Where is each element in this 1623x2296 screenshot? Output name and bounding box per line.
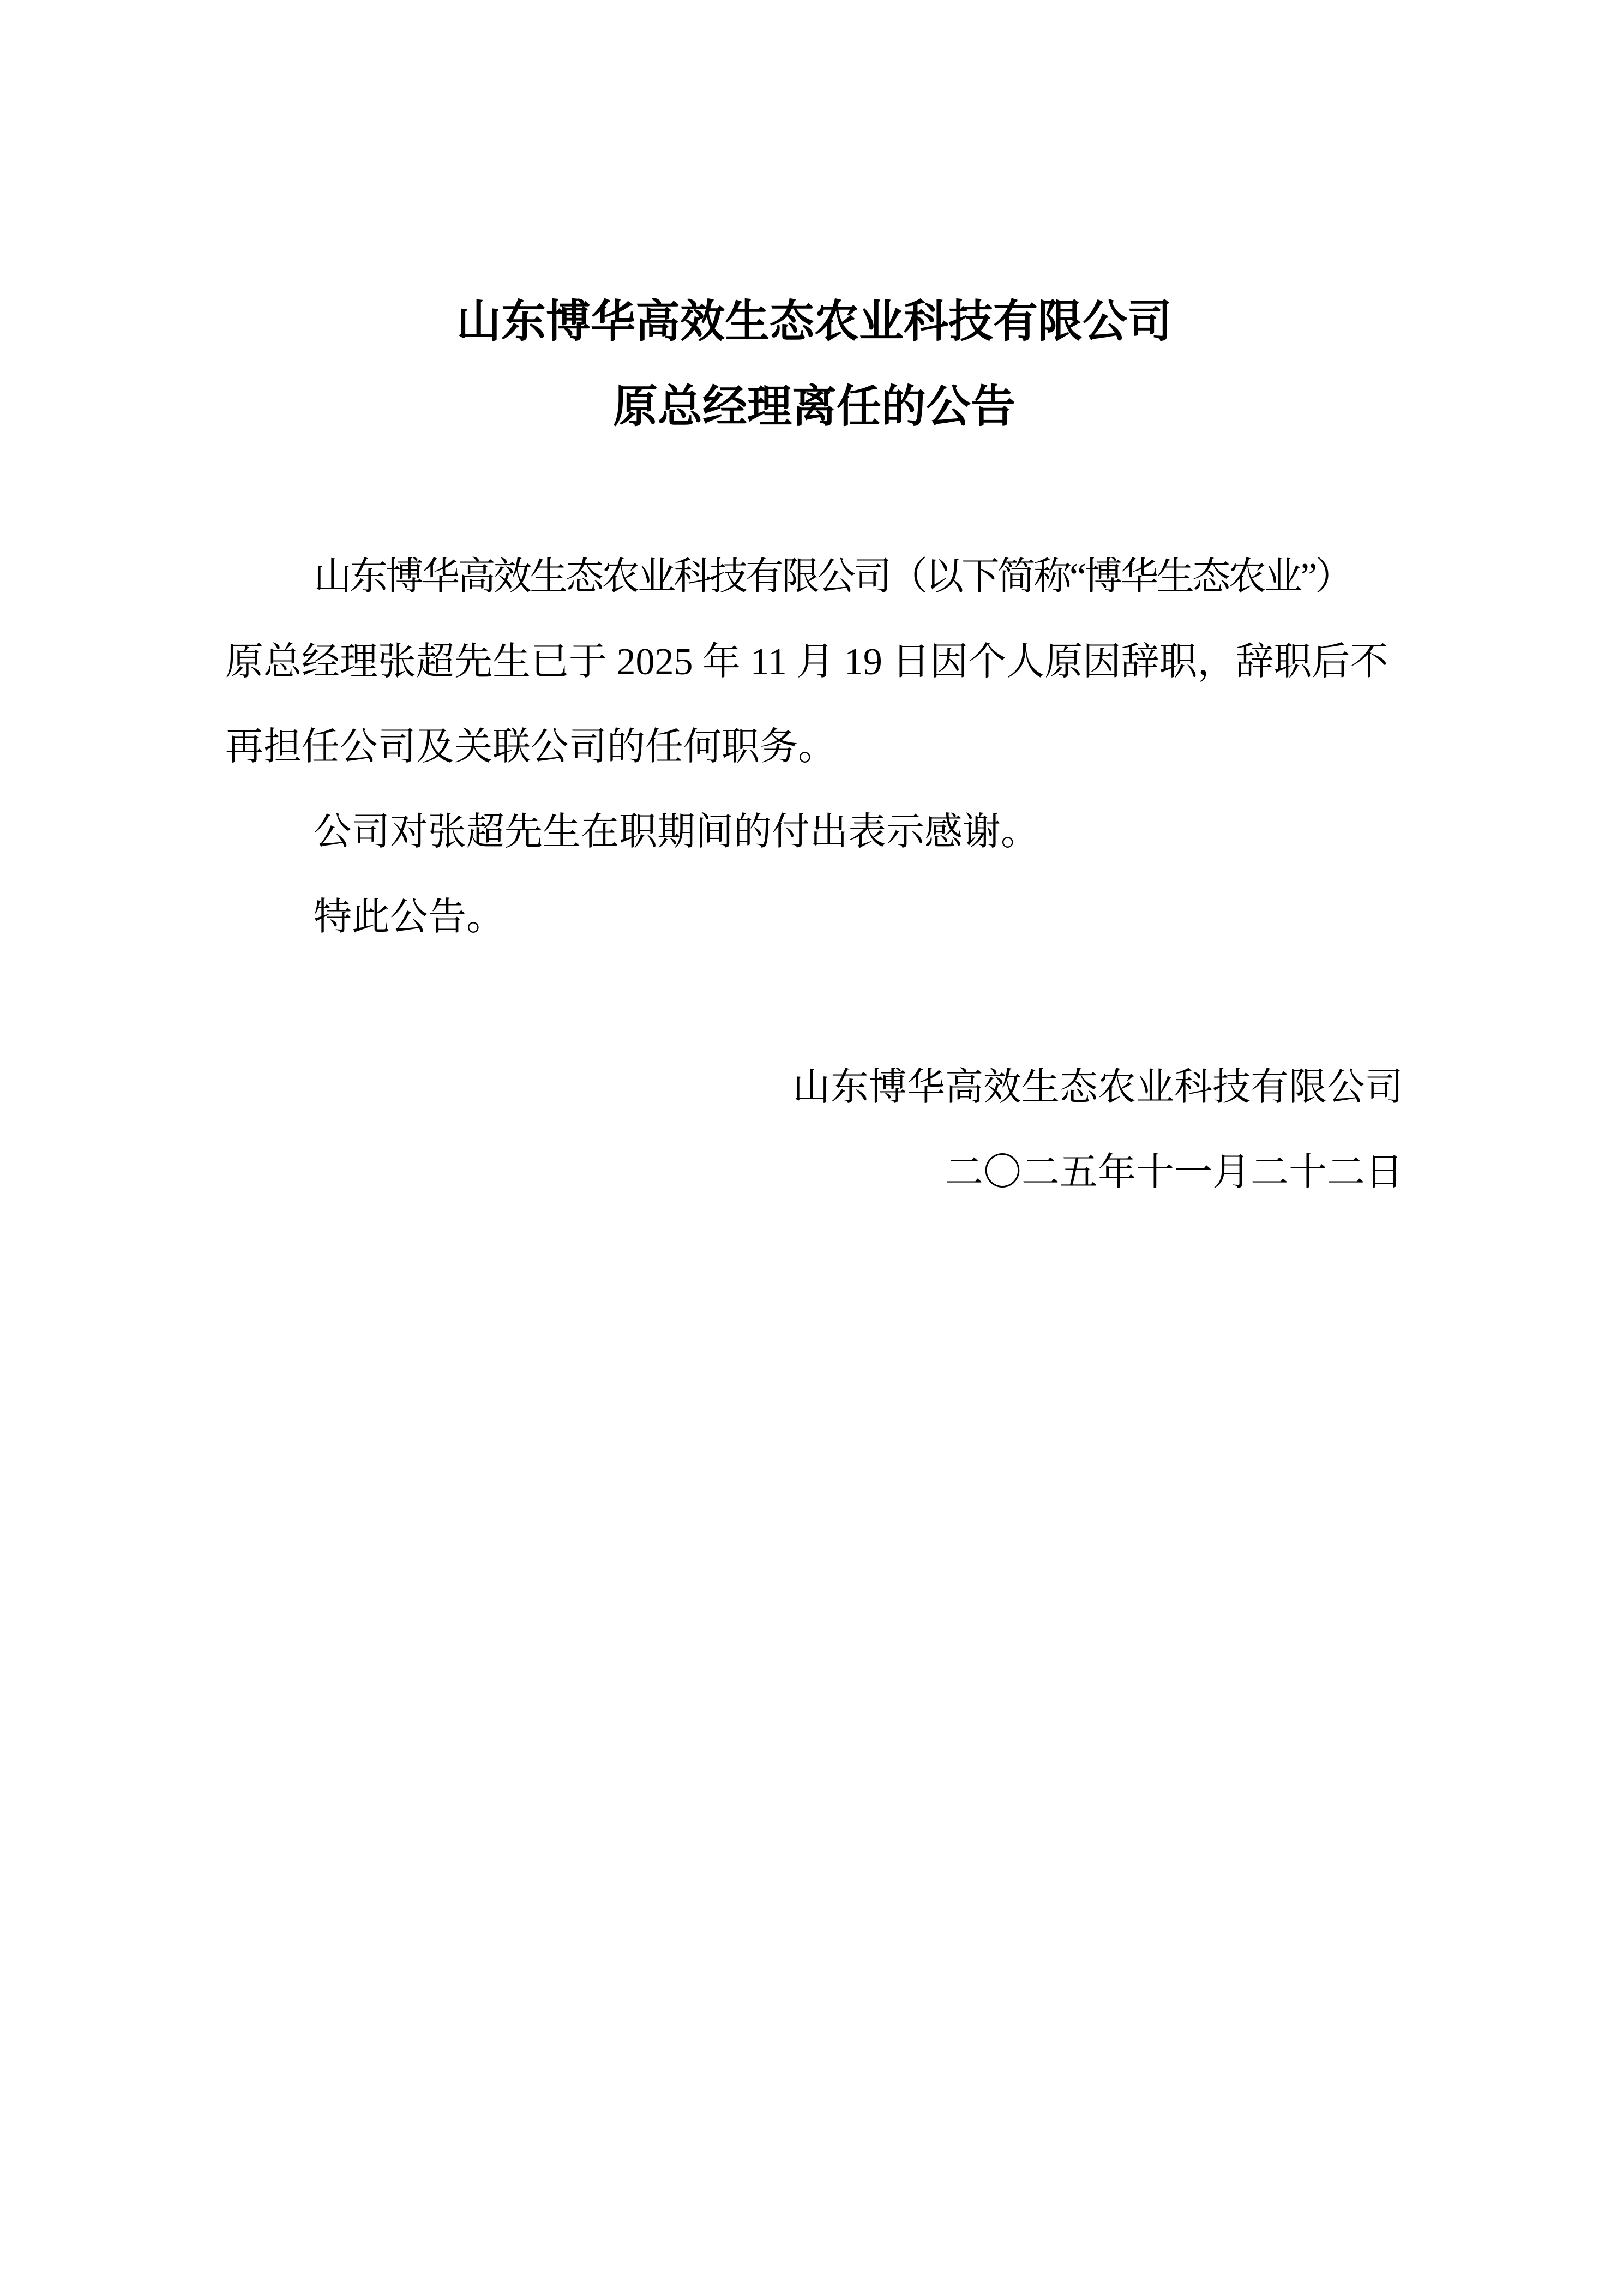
blank-line (225, 449, 1403, 535)
paragraph3: 特此公告。 (314, 896, 504, 938)
document-title-line1: 山东博华高效生态农业科技有限公司 (456, 297, 1172, 346)
document-content (225, 279, 1403, 1215)
signature-company: 山东博华高效生态农业科技有限公司 (792, 1066, 1403, 1108)
paragraph1-line3: 再担任公司及关联公司的任何职务。 (225, 726, 836, 768)
paragraph2: 公司对张超先生在职期间的付出表示感谢。 (314, 811, 1039, 853)
paragraph1-line2: 原总经理张超先生已于 2025 年 11 月 19 日因个人原因辞职，辞职后不 (225, 641, 1388, 683)
signature-date: 二〇二五年十一月二十二日 (945, 1152, 1403, 1194)
blank-line (225, 960, 1403, 1045)
paragraph1-line1: 山东博华高效生态农业科技有限公司（以下简称“博华生态农业”） (314, 556, 1351, 598)
document-title-line2: 原总经理离任的公告 (612, 382, 1015, 431)
